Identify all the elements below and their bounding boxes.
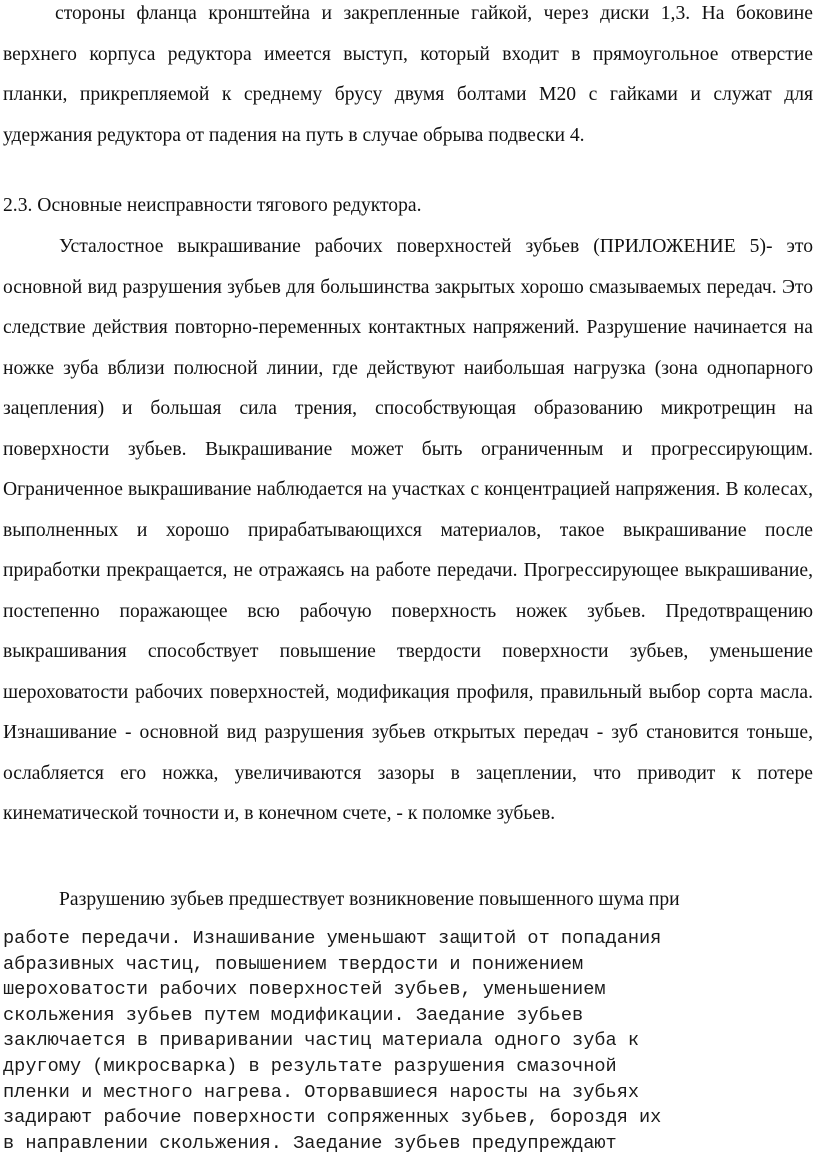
mono-line: шероховатости рабочих поверхностей зубьев, уменьшением xyxy=(3,979,606,1001)
paragraph-fatigue-pitting xyxy=(3,227,813,835)
mono-line: работе передачи. Изнашивание уменьшают защитой от попадания xyxy=(3,928,662,949)
mono-line: задирают рабочие поверхности сопряженных зубьев, бороздя их xyxy=(3,1107,662,1129)
mono-line: в направлении скольжения. Заедание зубьев предупреждают xyxy=(3,1132,617,1154)
paragraph-noise-intro: Разрушению зубьев предшествует возникновение повышенного шума при xyxy=(59,889,680,910)
mono-line: заключается в приваривании частиц материала одного зуба к xyxy=(3,1030,640,1052)
mono-line: другому (микросварка) в результате разрушения смазочной xyxy=(3,1055,617,1077)
paragraph-text: стороны фланца кронштейна и закрепленные гайкой, через диски 1,3. На боковине верхнего корпуса редуктора имеется выступ, который входит в прямоугольное отверстие планки, прикрепляемой к среднему брусу двумя болтами М20 с гайками и служат для удержания редуктора от падения на путь в случае обрыва подвески 4. xyxy=(3,3,813,146)
mono-line: абразивных частиц, повышением твердости и понижением xyxy=(3,953,584,975)
mono-line: пленки и местного нагрева. Оторвавшиеся наросты на зубьях xyxy=(3,1081,640,1103)
paragraph-gearbox-mounting xyxy=(3,0,813,156)
monospace-paragraph xyxy=(3,926,809,1156)
section-heading: 2.3. Основные неисправности тягового редуктора. xyxy=(3,195,422,216)
mono-line: скольжения зубьев путем модификации. Заедание зубьев xyxy=(3,1004,584,1026)
paragraph-text: Усталостное выкрашивание рабочих поверхностей зубьев (ПРИЛОЖЕНИЕ 5)- это основной вид разрушения зубьев для большинства закрытых хорошо смазываемых передач. Это следствие действия повторно-переменных контактных напряжений. Разрушение начинается на ножке зуба вблизи полюсной линии, где действуют наибольшая нагрузка (зона однопарного зацепления) и большая сила трения, способствующая образованию микротрещин на поверхности зубьев. Выкрашивание может быть ограниченным и прогрессирующим. Ограниченное выкрашивание наблюдается на участках с концентрацией напряжения. В колесах, выполненных и хорошо прирабатывающихся материалов, такое выкрашивание после приработки прекращается, не отражаясь на работе передачи. Прогрессирующее выкрашивание, постепенно поражающее всю рабочую поверхность ножек зубьев. Предотвращению выкрашивания способствует повышение твердости поверхности зубьев, уменьшение шероховатости рабочих поверхностей, модификация профиля, правильный выбор сорта масла. Изнашивание - основной вид разрушения зубьев открытых передач - зуб становится тоньше, ослабляется его ножка, увеличиваются зазоры в зацеплении, что приводит к потере кинематической точности и, в конечном счете, - к поломке зубьев. xyxy=(3,236,813,824)
